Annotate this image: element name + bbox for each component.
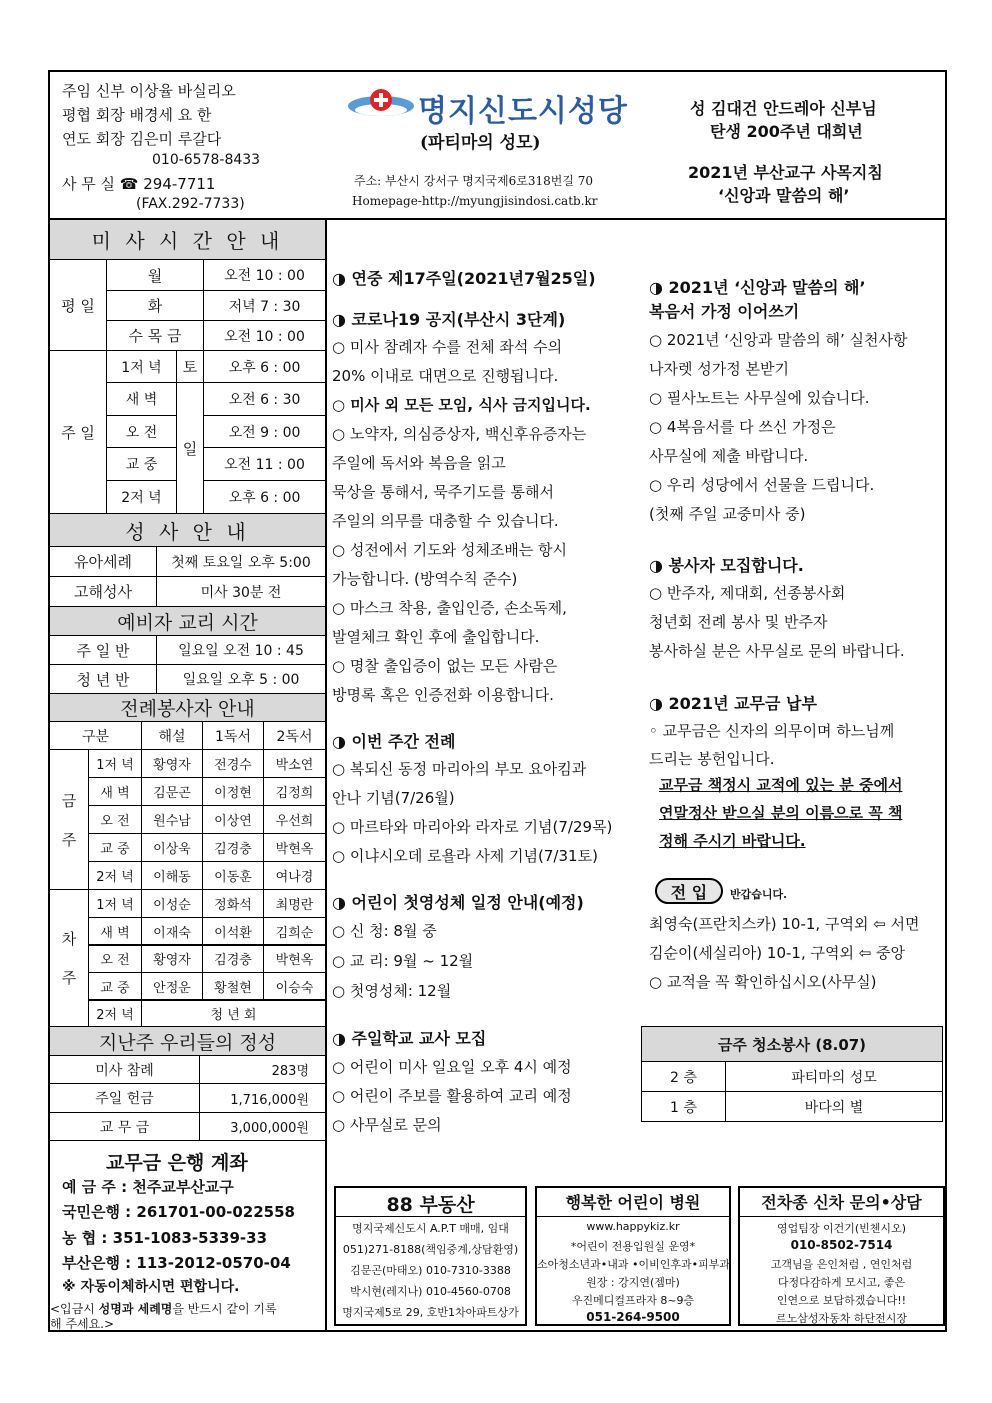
notice-line: ○ 명찰 출입증이 없는 모든 사람은: [332, 657, 558, 675]
liturgy-mass-name: 교 중: [88, 833, 142, 862]
ad-box: [738, 1186, 945, 1326]
notice-line: ○ 우리 성당에서 선물을 드립니다.: [649, 476, 875, 494]
week-liturgy-heading: ◑ 이번 주간 전례: [332, 732, 456, 751]
liturgy-server-name: 청 년 회: [141, 999, 326, 1027]
liturgy-server-name: 이해동: [141, 861, 203, 890]
ad-line: 명지국제5로 29, 호반1차아파트상가: [342, 1306, 519, 1319]
liturgy-server-name: 전경수: [202, 749, 264, 778]
notice-line: 드리는 봉헌입니다.: [649, 750, 775, 768]
liturgy-server-name: 이정현: [202, 777, 264, 806]
notice-line: ◦ 교무금은 신자의 의무이며 하느님께: [649, 722, 895, 740]
notice-line: ○ 마스크 착용, 출입인증, 손소독제,: [332, 599, 567, 617]
catechism-label: 청 년 반: [49, 664, 157, 694]
ad-line: 우진메디컬프라자 8~9층: [571, 1294, 695, 1307]
liturgy-mass-name: 1저 녁: [88, 749, 142, 778]
liturgy-mass-name: 1저 녁: [88, 889, 142, 918]
notice-line: ○ 어린이 주보를 활용하여 교리 예정: [332, 1087, 572, 1105]
bank-line: 부산은행 : 113-2012-0570-04: [62, 1254, 291, 1272]
covid-heading: ◑ 코로나19 공지(부산시 3단계): [332, 310, 566, 329]
liturgy-server-name: 이동훈: [202, 861, 264, 890]
ad-divider: [740, 1216, 943, 1217]
ad-line: 인연으로 보답하겠습니다!!: [776, 1294, 907, 1307]
notice-line: 묵상을 통해서, 묵주기도를 통해서: [332, 483, 554, 501]
cleaning-group: 파티마의 성모: [725, 1061, 943, 1092]
ad-line: 김문곤(마태오) 010-7310-3388: [350, 1264, 511, 1277]
sacrament-label: 유아세례: [49, 546, 157, 577]
ad-line: 소아청소년과•내과 •이비인후과•피부과: [537, 1258, 730, 1271]
liturgy-server-name: 황철현: [202, 972, 264, 1001]
mass-name: 1저 녁: [106, 350, 177, 383]
notice-line: ○ 미사 외 모든 모임, 식사 금지입니다.: [332, 396, 591, 414]
ad-line: 051)271-8188(책임중계,상담환영): [342, 1243, 519, 1256]
notice-line: ○ 어린이 미사 일요일 오후 4시 예정: [332, 1058, 572, 1076]
notice-line: ○ 교 리: 9월 ~ 12월: [332, 952, 474, 970]
liturgy-server-name: 이승숙: [263, 972, 326, 1001]
notice-line: ○ 신 청: 8월 중: [332, 922, 437, 940]
mass-name: 교 중: [106, 447, 177, 481]
sunday-label: 주 일: [49, 350, 107, 514]
patron-name: (파티마의 성모): [420, 133, 541, 153]
notice-line: ○ 필사노트는 사무실에 있습니다.: [649, 389, 870, 407]
ad-title: 행복한 어린이 병원: [565, 1193, 701, 1212]
offering-label: 주일 헌금: [49, 1083, 200, 1113]
deposit-note-post: 을 반드시 같이 기록: [172, 1302, 277, 1316]
ad-line: 명지국제신도시 A.P.T 매매, 임대: [352, 1222, 509, 1235]
notice-line: 주일에 독서와 복음을 읽고: [332, 454, 506, 472]
mass-time: 오전 6 : 30: [203, 382, 326, 416]
catechism-title: 예비자 교리 시간: [49, 606, 326, 636]
tithe-highlight-line: 연말정산 받으실 분의 이름으로 꼭 책: [659, 804, 903, 822]
volunteer-heading: ◑ 봉사자 모집합니다.: [649, 556, 804, 575]
jubilee-line1: 성 김대건 안드레아 신부님: [690, 99, 877, 118]
offering-title: 지난주 우리들의 정성: [49, 1026, 326, 1056]
notice-line: ○ 노약자, 의심증상자, 백신후유증자는: [332, 425, 587, 443]
notice-line: ○ 첫영성체: 12월: [332, 982, 452, 1000]
sunday-heading: ◑ 연중 제17주일(2021년7월25일): [332, 269, 596, 288]
notice-line: 김순이(세실리아) 10-1, 구역외 ⇦ 중앙: [649, 944, 906, 962]
ad-divider: [336, 1216, 525, 1217]
liturgy-mass-name: 2저 녁: [88, 861, 142, 890]
notice-line: ○ 2021년 ‘신앙과 말씀의 해’ 실천사항: [649, 331, 908, 349]
address: 주소: 부산시 강서구 명지국제6로318번길 70: [354, 174, 593, 188]
deposit-note-pre: <입금시: [50, 1302, 99, 1316]
notice-line: ○ 4복음서를 다 쓰신 가정은: [649, 418, 836, 436]
ad-title: 전차종 신차 문의•상담: [761, 1193, 922, 1212]
ad-line: 영업팀장 이건기(빈첸시오): [777, 1222, 906, 1235]
tithe-heading: ◑ 2021년 교무금 납부: [649, 694, 817, 713]
gospel-heading-line2: 복음서 가정 이어쓰기: [649, 302, 800, 321]
liturgy-server-name: 여나경: [263, 861, 326, 890]
notice-line: 20% 이내로 대면으로 진행됩니다.: [332, 367, 559, 385]
tithe-highlight-line: 정해 주시기 바랍니다.: [659, 832, 806, 850]
liturgy-mass-name: 오 전: [88, 805, 142, 834]
notice-line: 청년회 전례 봉사 및 반주자: [649, 613, 828, 631]
offering-label: 교 무 금: [49, 1112, 200, 1141]
mass-time: 오후 6 : 00: [203, 350, 326, 383]
mass-time: 오전 10 : 00: [203, 259, 326, 291]
notice-line: ○ 복되신 동정 마리아의 부모 요아킴과: [332, 760, 587, 778]
mass-time: 오전 11 : 00: [203, 447, 326, 481]
ad-divider: [537, 1216, 729, 1217]
mass-day: 토: [176, 350, 204, 383]
cleaning-title: 금주 청소봉사 (8.07): [641, 1026, 943, 1062]
liturgy-server-name: 김경충: [202, 833, 264, 862]
next-week-label: 차 주: [49, 889, 89, 1027]
liturgy-mass-name: 오 전: [88, 944, 142, 973]
ad-line: 박시현(레지나) 010-4560-0708: [350, 1285, 511, 1298]
bank-line: 농 협 : 351-1083-5339-33: [62, 1229, 268, 1247]
cleaning-group: 바다의 별: [725, 1091, 943, 1122]
notice-line: ○ 사무실로 문의: [332, 1116, 442, 1134]
catechism-value: 일요일 오후 5 : 00: [156, 664, 326, 694]
church-logo-icon: [346, 86, 416, 126]
mass-day: 일: [176, 382, 204, 514]
diocese-line2: ‘신앙과 말씀의 해’: [718, 186, 850, 205]
notice-line: 가능합니다. (방역수칙 준수): [332, 570, 518, 588]
notice-line: ○ 미사 참례자 수를 전체 좌석 수의: [332, 338, 563, 356]
offering-value: 3,000,000원: [199, 1112, 326, 1141]
homepage-link[interactable]: Homepage-http://myungjisindosi.catb.kr: [352, 194, 598, 208]
notice-line: (첫째 주일 교중미사 중): [649, 505, 806, 523]
liturgy-title: 전례봉사자 안내: [49, 693, 326, 722]
liturgy-mass-name: 새 벽: [88, 917, 142, 946]
notice-line: 주일의 의무를 대충할 수 있습니다.: [332, 512, 559, 530]
bank-line: 국민은행 : 261701-00-022558: [62, 1203, 295, 1221]
liturgy-server-name: 김경충: [202, 944, 264, 973]
notice-line: ○ 마르타와 마리아와 라자로 기념(7/29목): [332, 818, 613, 836]
offering-value: 283명: [199, 1055, 326, 1084]
catechism-value: 일요일 오전 10 : 45: [156, 635, 326, 665]
liturgy-header: 해설: [141, 721, 203, 750]
mass-time: 오전 9 : 00: [203, 415, 326, 448]
liturgy-server-name: 안정운: [141, 972, 203, 1001]
ad-line: www.happykiz.kr: [586, 1220, 680, 1233]
teacher-recruit-heading: ◑ 주일학교 교사 모집: [332, 1029, 487, 1048]
auto-transfer-note: ※ 자동이체하시면 편합니다.: [62, 1279, 240, 1295]
liturgy-server-name: 이석환: [202, 917, 264, 946]
offering-label: 미사 참례: [49, 1055, 200, 1084]
sacrament-value: 첫째 토요일 오후 5:00: [156, 546, 326, 577]
liturgy-header: 1독서: [202, 721, 264, 750]
chair-line: 평협 회장 배경세 요 한: [62, 106, 212, 124]
ad-line: 051-264-9500: [586, 1310, 680, 1324]
ad-line: *어린이 전용입원실 운영*: [570, 1240, 696, 1253]
welcome-greeting: 반갑습니다.: [730, 888, 787, 901]
mass-name: 2저 녁: [106, 480, 177, 514]
ad-line: 르노삼성자동차 하단전시장: [775, 1312, 907, 1325]
liturgy-mass-name: 2저 녁: [88, 999, 142, 1027]
ad-line: 원장 : 강지연(젬마): [586, 1276, 680, 1289]
sacrament-title: 성 사 안 내: [49, 513, 326, 547]
mass-time: 오후 6 : 00: [203, 480, 326, 514]
notice-line: 사무실에 제출 바랍니다.: [649, 447, 809, 465]
notice-line: ○ 성전에서 기도와 성체조배는 항시: [332, 541, 568, 559]
liturgy-server-name: 우선희: [263, 805, 326, 834]
notice-line: 최영숙(프란치스카) 10-1, 구역외 ⇦ 서면: [649, 915, 920, 933]
liturgy-server-name: 원수남: [141, 805, 203, 834]
priest-line: 주임 신부 이상율 바실리오: [62, 82, 236, 100]
sacrament-label: 고해성사: [49, 576, 157, 607]
youth-line: 연도 회장 김은미 루갈다: [62, 130, 222, 148]
mass-time: 오전 10 : 00: [203, 320, 326, 351]
bank-line: 예 금 주 : 천주교부산교구: [62, 1178, 234, 1196]
liturgy-server-name: 이상연: [202, 805, 264, 834]
diocese-line1: 2021년 부산교구 사목지침: [688, 163, 883, 182]
mass-day: 화: [106, 290, 204, 321]
cleaning-floor: 1 층: [641, 1091, 726, 1122]
mass-day: 수 목 금: [106, 320, 204, 351]
liturgy-server-name: 김문곤: [141, 777, 203, 806]
tithe-highlight-line: 교무금 책정시 교적에 있는 분 중에서: [659, 776, 903, 794]
liturgy-server-name: 김정희: [263, 777, 326, 806]
first-communion-heading: ◑ 어린이 첫영성체 일정 안내(예정): [332, 893, 584, 912]
notice-line: 안나 기념(7/26월): [332, 789, 455, 807]
mass-day: 월: [106, 259, 204, 291]
liturgy-server-name: 박현옥: [263, 944, 326, 973]
liturgy-mass-name: 교 중: [88, 972, 142, 1001]
ad-box: [334, 1186, 527, 1326]
liturgy-server-name: 이상욱: [141, 833, 203, 862]
notice-line: 나자렛 성가정 본받기: [649, 360, 789, 378]
notice-line: ○ 이냐시오데 로욜라 사제 기념(7/31토): [332, 847, 598, 865]
notice-line: 봉사하실 분은 사무실로 문의 바랍니다.: [649, 642, 905, 660]
liturgy-server-name: 박소연: [263, 749, 326, 778]
mass-name: 새 벽: [106, 382, 177, 416]
jubilee-line2: 탄생 200주년 대희년: [710, 122, 863, 141]
this-week-label: 금 주: [49, 749, 89, 890]
notice-line: 방명록 혹은 인증전화 이용합니다.: [332, 686, 554, 704]
notice-line: ○ 반주자, 제대회, 선종봉사회: [649, 584, 846, 602]
ad-title: 88 부동산: [386, 1194, 475, 1216]
liturgy-server-name: 김희순: [263, 917, 326, 946]
ad-box: [535, 1186, 731, 1326]
notice-line: ○ 교적을 꼭 확인하십시오(사무실): [649, 973, 877, 991]
deposit-note-bold: 성명과 세례명: [98, 1302, 173, 1316]
liturgy-server-name: 황영자: [141, 749, 203, 778]
notice-line: 발열체크 확인 후에 출입합니다.: [332, 628, 540, 646]
liturgy-header: 2독서: [263, 721, 326, 750]
liturgy-server-name: 최명란: [263, 889, 326, 918]
church-name: 명지신도시성당: [418, 94, 628, 129]
catechism-label: 주 일 반: [49, 635, 157, 665]
liturgy-server-name: 박현옥: [263, 833, 326, 862]
cleaning-floor: 2 층: [641, 1061, 726, 1092]
liturgy-header: 구분: [49, 721, 142, 750]
liturgy-mass-name: 새 벽: [88, 777, 142, 806]
liturgy-server-name: 정화석: [202, 889, 264, 918]
mass-time: 저녁 7 : 30: [203, 290, 326, 321]
mass-title: 미 사 시 간 안 내: [49, 219, 326, 260]
sacrament-value: 미사 30분 전: [156, 576, 326, 607]
office-phone: 사 무 실 ☎ 294-7711: [62, 175, 216, 193]
welcome-badge: 전 입: [655, 878, 723, 904]
youth-phone: 010-6578-8433: [152, 152, 261, 168]
ad-line: 고객님을 은인처럼 , 연인처럼: [770, 1258, 913, 1271]
deposit-note-line2: 해 주세요.>: [50, 1317, 115, 1331]
bank-title: 교무금 은행 계좌: [106, 1152, 248, 1174]
offering-value: 1,716,000원: [199, 1083, 326, 1113]
weekday-label: 평 일: [49, 259, 107, 351]
office-fax: (FAX.292-7733): [136, 196, 245, 212]
ad-line: 010-8502-7514: [790, 1238, 893, 1252]
gospel-heading: ◑ 2021년 ‘신앙과 말씀의 해’: [649, 278, 866, 297]
liturgy-server-name: 이성순: [141, 889, 203, 918]
liturgy-server-name: 이재숙: [141, 917, 203, 946]
ad-line: 다정다감하게 모시고, 좋은: [777, 1276, 906, 1289]
liturgy-server-name: 황영자: [141, 944, 203, 973]
mass-name: 오 전: [106, 415, 177, 448]
